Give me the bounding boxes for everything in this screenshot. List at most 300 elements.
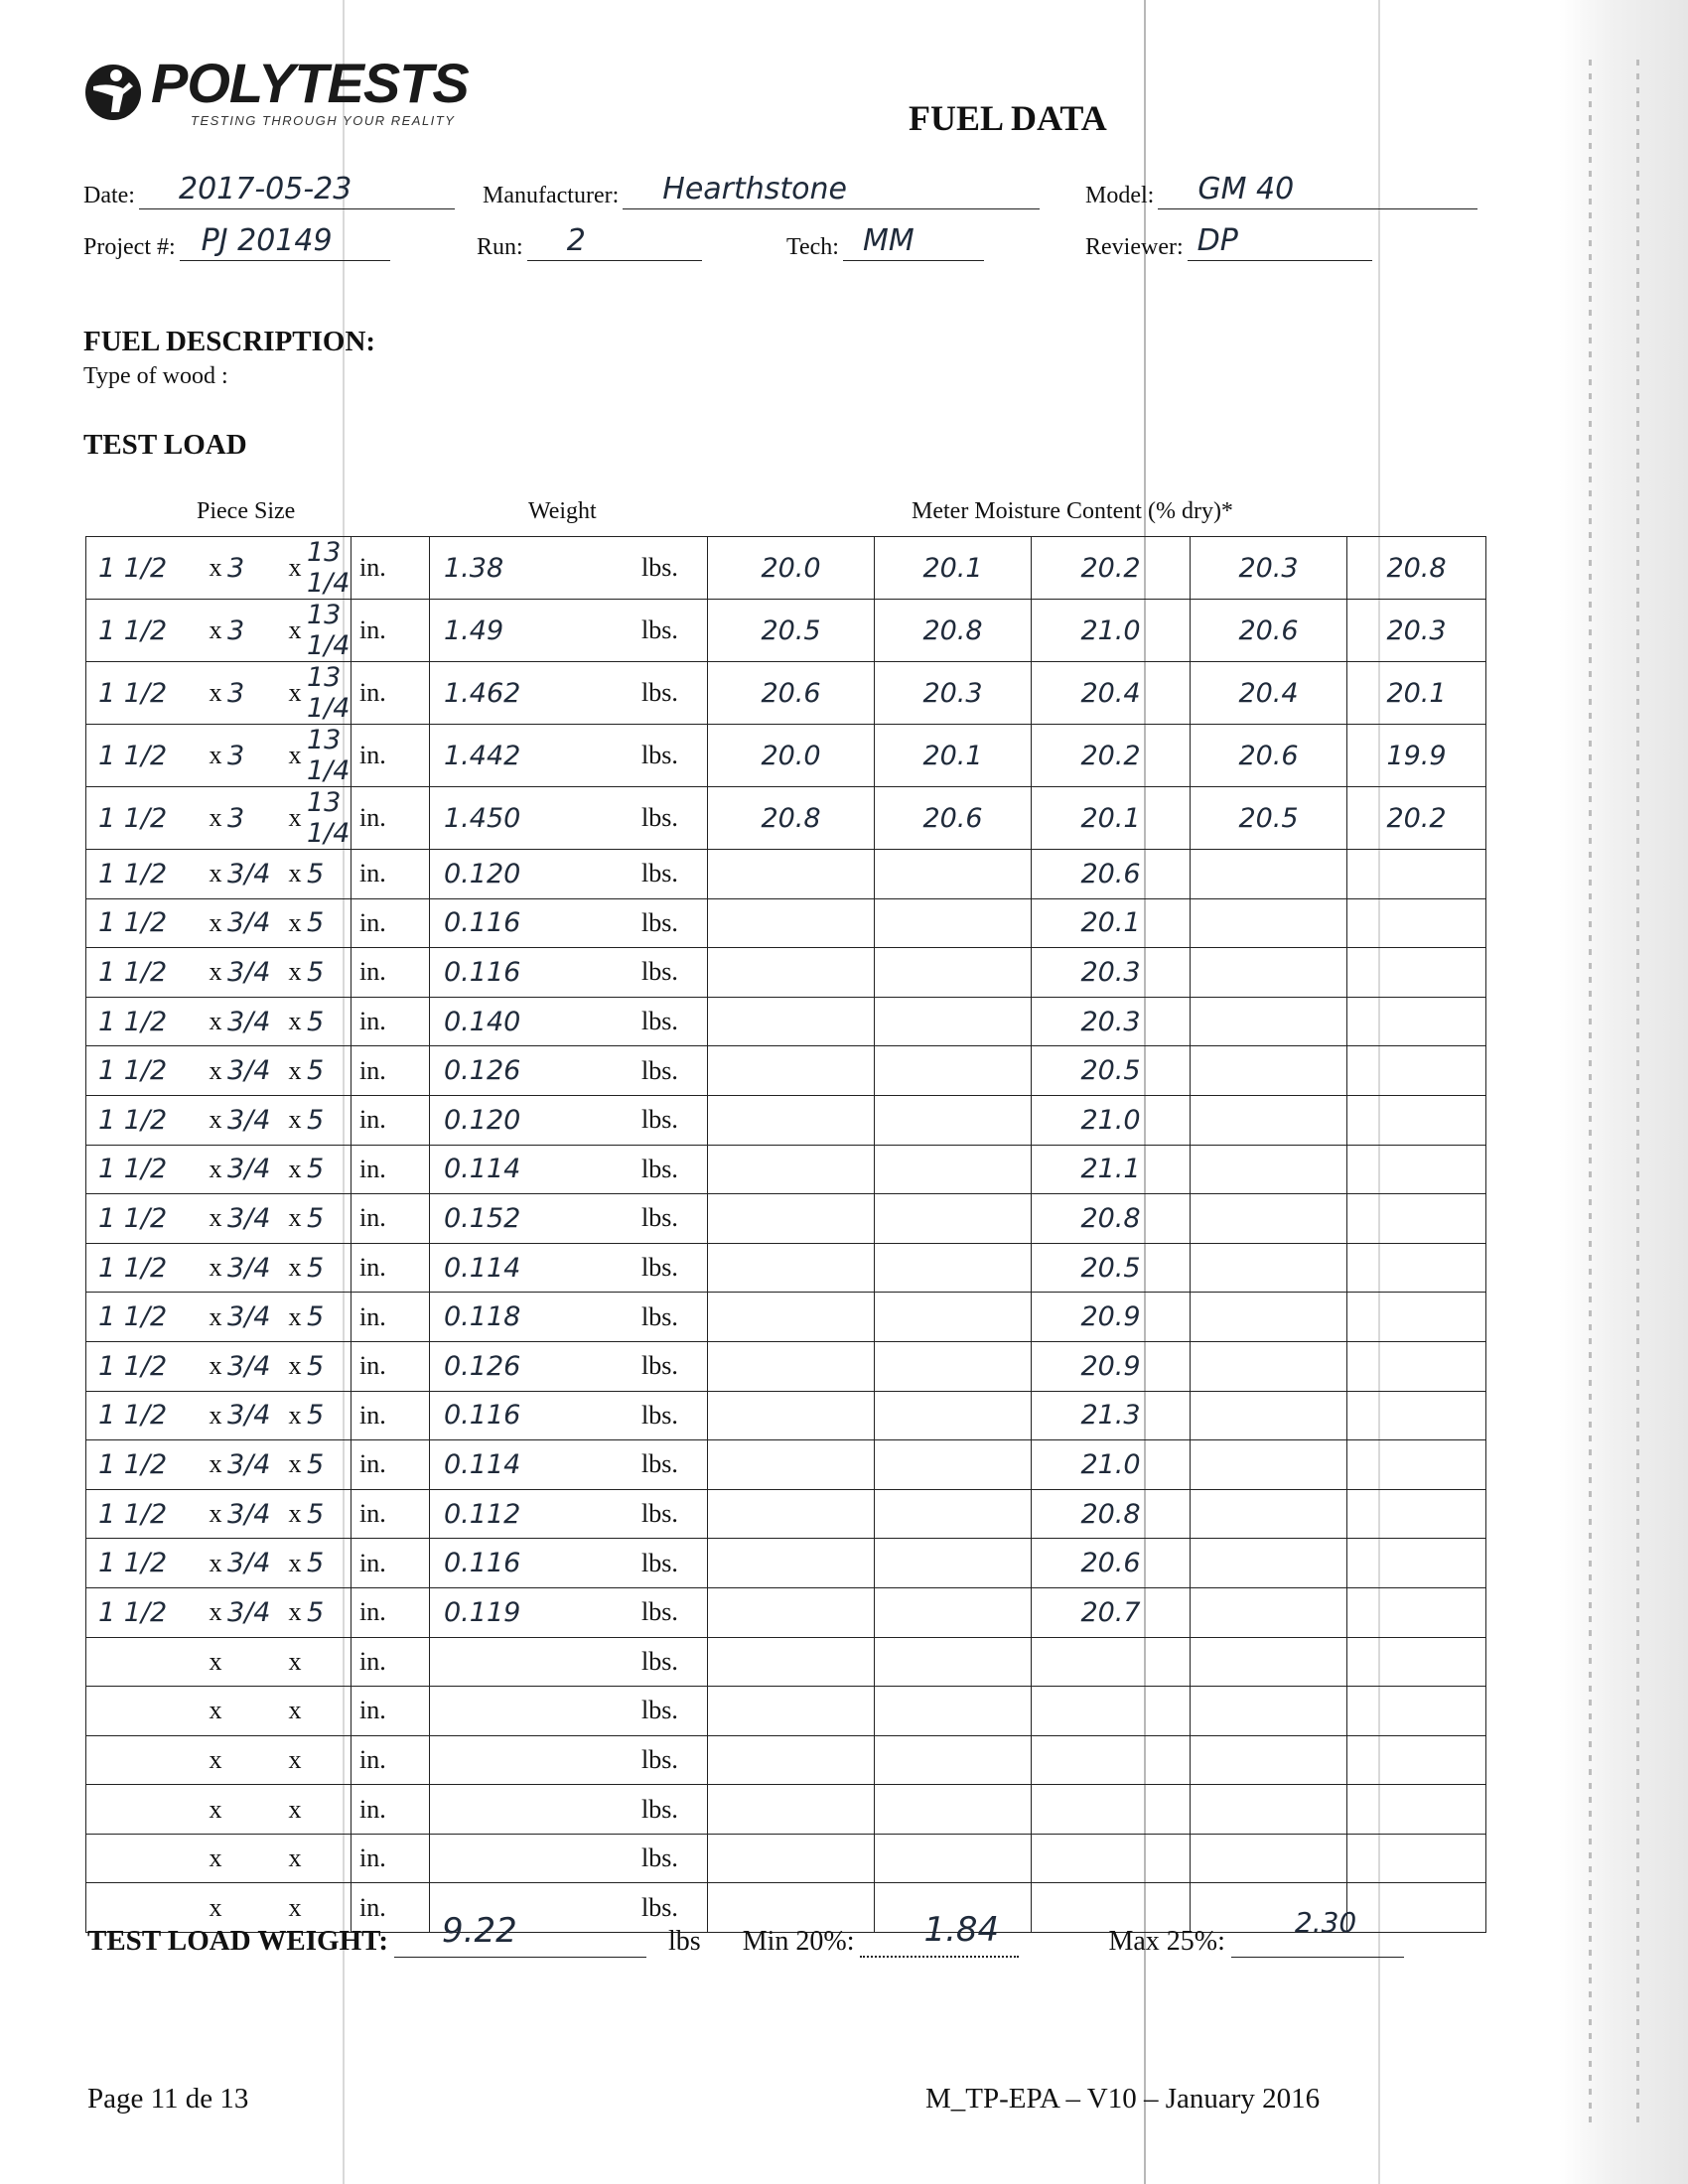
lbs-unit: lbs. — [641, 678, 678, 707]
lbs-unit: lbs. — [641, 1154, 678, 1183]
table-row — [86, 725, 1486, 787]
moisture-reading: 20.6 — [1080, 858, 1141, 889]
piece-width: 3 — [227, 552, 245, 584]
moisture-cell — [1191, 1834, 1347, 1883]
x-separator: x — [209, 1154, 222, 1183]
moisture-reading: 20.4 — [1238, 677, 1299, 709]
moisture-reading: 20.6 — [1238, 614, 1299, 646]
max-25-label: Max 25%: — [1108, 1926, 1225, 1957]
inch-unit: in. — [351, 1835, 386, 1883]
piece-weight: 1.462 — [444, 677, 521, 709]
lbs-unit: lbs. — [641, 1007, 678, 1036]
table-row — [86, 1440, 1486, 1490]
weight-cell — [430, 1587, 708, 1637]
x-separator: x — [209, 907, 222, 937]
date-field — [83, 172, 455, 209]
piece-size-cell — [86, 1587, 430, 1637]
moisture-cell — [708, 1243, 875, 1293]
document-reference: M_TP-EPA – V10 – January 2016 — [925, 2083, 1321, 2115]
piece-length: 5 — [307, 1350, 325, 1382]
weight-cell — [430, 1440, 708, 1490]
moisture-header: Meter Moisture Content (% dry)* — [912, 498, 1233, 524]
moisture-reading: 21.0 — [1080, 614, 1141, 646]
weight-cell — [430, 1637, 708, 1687]
moisture-reading: 20.3 — [1386, 614, 1447, 646]
x-separator: x — [288, 803, 302, 832]
moisture-cell — [1347, 1785, 1486, 1835]
test-load-weight-label: TEST LOAD WEIGHT: — [87, 1925, 388, 1957]
piece-length: 5 — [307, 1252, 325, 1284]
moisture-cell — [1032, 537, 1191, 600]
piece-thickness: 1 1/2 — [98, 1498, 168, 1530]
x-separator: x — [209, 1105, 222, 1135]
moisture-reading: 20.6 — [1238, 740, 1299, 771]
x-separator: x — [288, 615, 302, 644]
moisture-cell — [1347, 1539, 1486, 1588]
piece-width: 3/4 — [227, 1596, 271, 1628]
piece-thickness: 1 1/2 — [98, 740, 168, 771]
document-title: FUEL DATA — [909, 98, 1107, 138]
piece-weight: 0.114 — [444, 1154, 521, 1185]
moisture-cell — [1032, 1194, 1191, 1244]
moisture-cell — [1032, 1489, 1191, 1539]
inch-unit: in. — [351, 662, 386, 724]
moisture-cell — [1032, 725, 1191, 787]
piece-length: 5 — [307, 1400, 325, 1432]
inch-unit: in. — [351, 1194, 386, 1243]
min-20-label: Min 20%: — [742, 1926, 855, 1957]
moisture-cell — [1032, 1145, 1191, 1194]
lbs-unit: lbs. — [641, 1548, 678, 1577]
moisture-cell — [1347, 1834, 1486, 1883]
weight-cell — [430, 1243, 708, 1293]
lbs-unit: lbs. — [641, 1597, 678, 1627]
x-separator: x — [288, 1253, 302, 1283]
moisture-reading: 20.8 — [1080, 1202, 1141, 1234]
piece-size-cell — [86, 1735, 430, 1785]
piece-width: 3/4 — [227, 1498, 271, 1530]
moisture-reading: 20.0 — [761, 740, 821, 771]
lbs-unit: lbs. — [641, 615, 678, 644]
moisture-reading: 20.3 — [1238, 552, 1299, 584]
x-separator: x — [209, 1843, 222, 1873]
piece-thickness: 1 1/2 — [98, 802, 168, 834]
table-row — [86, 1834, 1486, 1883]
x-separator: x — [209, 1646, 222, 1676]
run-label: Run: — [477, 234, 523, 260]
moisture-reading: 20.7 — [1080, 1596, 1141, 1628]
moisture-cell — [1347, 1293, 1486, 1342]
moisture-cell — [1191, 1293, 1347, 1342]
model-value: GM 40 — [1197, 172, 1295, 206]
moisture-cell — [875, 537, 1032, 600]
moisture-cell — [875, 1293, 1032, 1342]
lbs-unit: lbs. — [641, 907, 678, 937]
inch-unit: in. — [351, 600, 386, 661]
piece-weight: 0.112 — [444, 1498, 521, 1530]
table-row — [86, 1391, 1486, 1440]
x-separator: x — [288, 859, 302, 888]
moisture-cell — [708, 1735, 875, 1785]
table-row — [86, 850, 1486, 899]
x-separator: x — [288, 957, 302, 987]
moisture-reading: 20.2 — [1080, 740, 1141, 771]
manufacturer-field — [483, 172, 1040, 209]
piece-size-cell — [86, 1785, 430, 1835]
polytests-logo-icon — [83, 63, 143, 122]
piece-size-cell — [86, 1046, 430, 1096]
table-row — [86, 1095, 1486, 1145]
project-field — [83, 223, 390, 261]
moisture-cell — [1191, 600, 1347, 662]
piece-length: 5 — [307, 1006, 325, 1037]
piece-weight: 0.140 — [444, 1006, 521, 1037]
piece-thickness: 1 1/2 — [98, 1104, 168, 1136]
piece-length: 13 1/4 — [307, 537, 351, 599]
piece-thickness: 1 1/2 — [98, 1055, 168, 1087]
table-row — [86, 1735, 1486, 1785]
piece-length: 5 — [307, 1104, 325, 1136]
manufacturer-label: Manufacturer: — [483, 183, 620, 208]
table-row — [86, 997, 1486, 1046]
test-load-weight-row — [87, 1906, 1404, 1958]
moisture-reading: 20.1 — [1080, 802, 1141, 834]
x-separator: x — [209, 1007, 222, 1036]
reviewer-label: Reviewer: — [1085, 234, 1184, 260]
inch-unit: in. — [351, 998, 386, 1046]
moisture-cell — [1191, 997, 1347, 1046]
moisture-cell — [1347, 600, 1486, 662]
piece-size-cell — [86, 1243, 430, 1293]
piece-length: 5 — [307, 1154, 325, 1185]
piece-length: 5 — [307, 956, 325, 988]
x-separator: x — [209, 1351, 222, 1381]
moisture-cell — [1191, 1046, 1347, 1096]
test-load-weight-unit: lbs — [668, 1926, 701, 1957]
moisture-cell — [875, 1834, 1032, 1883]
piece-length: 5 — [307, 1448, 325, 1480]
moisture-cell — [708, 1539, 875, 1588]
piece-weight: 1.442 — [444, 740, 521, 771]
moisture-reading: 20.8 — [922, 614, 983, 646]
moisture-cell — [1347, 1095, 1486, 1145]
piece-size-cell — [86, 725, 430, 787]
piece-weight: 0.114 — [444, 1448, 521, 1480]
weight-cell — [430, 898, 708, 948]
inch-unit: in. — [351, 1638, 386, 1687]
lbs-unit: lbs. — [641, 1794, 678, 1824]
weight-cell — [430, 787, 708, 850]
table-row — [86, 1489, 1486, 1539]
moisture-cell — [1032, 1341, 1191, 1391]
table-row — [86, 787, 1486, 850]
piece-length: 5 — [307, 1548, 325, 1579]
lbs-unit: lbs. — [641, 741, 678, 769]
table-row — [86, 1785, 1486, 1835]
x-separator: x — [288, 1055, 302, 1085]
moisture-reading: 21.1 — [1080, 1154, 1141, 1185]
piece-size-cell — [86, 1637, 430, 1687]
lbs-unit: lbs. — [641, 1499, 678, 1529]
weight-cell — [430, 1489, 708, 1539]
moisture-cell — [875, 1391, 1032, 1440]
piece-width: 3/4 — [227, 1006, 271, 1037]
moisture-cell — [875, 1489, 1032, 1539]
piece-size-cell — [86, 948, 430, 998]
moisture-cell — [1032, 850, 1191, 899]
min-20-value: 1.84 — [923, 1910, 1000, 1950]
fuel-description-heading: FUEL DESCRIPTION: — [83, 326, 376, 357]
moisture-cell — [875, 1785, 1032, 1835]
moisture-reading: 20.8 — [1080, 1498, 1141, 1530]
moisture-cell — [1032, 600, 1191, 662]
inch-unit: in. — [351, 1146, 386, 1194]
piece-size-cell — [86, 1440, 430, 1490]
piece-thickness: 1 1/2 — [98, 1448, 168, 1480]
moisture-cell — [1032, 1539, 1191, 1588]
moisture-cell — [1191, 1735, 1347, 1785]
lbs-unit: lbs. — [641, 553, 678, 582]
moisture-reading: 20.3 — [922, 677, 983, 709]
piece-thickness: 1 1/2 — [98, 1006, 168, 1037]
piece-width: 3/4 — [227, 1055, 271, 1087]
piece-width: 3 — [227, 802, 245, 834]
moisture-cell — [1032, 1243, 1191, 1293]
moisture-cell — [1191, 662, 1347, 725]
moisture-cell — [875, 725, 1032, 787]
piece-thickness: 1 1/2 — [98, 1252, 168, 1284]
moisture-reading: 20.9 — [1080, 1301, 1141, 1333]
inch-unit: in. — [351, 948, 386, 997]
x-separator: x — [209, 1253, 222, 1283]
table-row — [86, 1145, 1486, 1194]
piece-width: 3/4 — [227, 956, 271, 988]
moisture-cell — [1347, 1587, 1486, 1637]
x-separator: x — [209, 1744, 222, 1774]
inch-unit: in. — [351, 1736, 386, 1785]
moisture-cell — [708, 1341, 875, 1391]
date-value: 2017-05-23 — [178, 172, 352, 206]
moisture-cell — [1191, 1243, 1347, 1293]
test-load-weight-value: 9.22 — [442, 1911, 517, 1951]
moisture-cell — [1347, 1194, 1486, 1244]
x-separator: x — [288, 1203, 302, 1233]
piece-length: 5 — [307, 1301, 325, 1333]
inch-unit: in. — [351, 1539, 386, 1587]
x-separator: x — [209, 1696, 222, 1725]
moisture-cell — [875, 1243, 1032, 1293]
moisture-cell — [1347, 997, 1486, 1046]
x-separator: x — [209, 1449, 222, 1479]
moisture-reading: 20.2 — [1386, 802, 1447, 834]
table-row — [86, 1341, 1486, 1391]
piece-length: 5 — [307, 1202, 325, 1234]
moisture-cell — [1191, 1341, 1347, 1391]
x-separator: x — [209, 1548, 222, 1577]
piece-length: 13 1/4 — [307, 600, 351, 661]
logo-name: POLYTESTS — [151, 52, 469, 114]
piece-width: 3/4 — [227, 1400, 271, 1432]
moisture-reading: 20.1 — [922, 740, 983, 771]
x-separator: x — [209, 1499, 222, 1529]
piece-width: 3/4 — [227, 1104, 271, 1136]
piece-size-cell — [86, 787, 430, 850]
piece-size-cell — [86, 898, 430, 948]
weight-cell — [430, 1145, 708, 1194]
x-separator: x — [209, 741, 222, 769]
run-value: 2 — [566, 223, 586, 258]
moisture-cell — [1191, 1637, 1347, 1687]
piece-size-cell — [86, 1391, 430, 1440]
x-separator: x — [288, 1548, 302, 1577]
moisture-cell — [1032, 787, 1191, 850]
weight-cell — [430, 1194, 708, 1244]
moisture-reading: 20.0 — [761, 552, 821, 584]
moisture-cell — [708, 1834, 875, 1883]
moisture-cell — [1032, 1735, 1191, 1785]
moisture-cell — [875, 1687, 1032, 1736]
lbs-unit: lbs. — [641, 1105, 678, 1135]
moisture-cell — [708, 1194, 875, 1244]
moisture-cell — [875, 1046, 1032, 1096]
moisture-cell — [875, 997, 1032, 1046]
moisture-cell — [1347, 1391, 1486, 1440]
weight-cell — [430, 850, 708, 899]
moisture-reading: 20.8 — [761, 802, 821, 834]
table-row — [86, 948, 1486, 998]
moisture-cell — [708, 1489, 875, 1539]
weight-cell — [430, 1046, 708, 1096]
logo-tagline: TESTING THROUGH YOUR REALITY — [191, 113, 456, 128]
lbs-unit: lbs. — [641, 1203, 678, 1233]
piece-width: 3/4 — [227, 1154, 271, 1185]
test-load-heading: TEST LOAD — [83, 429, 247, 461]
moisture-reading: 21.0 — [1080, 1104, 1141, 1136]
page-number: Page 11 de 13 — [87, 2083, 249, 2115]
moisture-cell — [1032, 1440, 1191, 1490]
moisture-reading: 21.3 — [1080, 1400, 1141, 1432]
x-separator: x — [209, 859, 222, 888]
weight-cell — [430, 1391, 708, 1440]
moisture-cell — [708, 997, 875, 1046]
moisture-cell — [1191, 787, 1347, 850]
moisture-reading: 20.6 — [761, 677, 821, 709]
moisture-cell — [875, 787, 1032, 850]
piece-length: 13 1/4 — [307, 787, 351, 849]
moisture-reading: 20.5 — [1238, 802, 1299, 834]
piece-width: 3/4 — [227, 858, 271, 889]
moisture-cell — [708, 1391, 875, 1440]
piece-size-cell — [86, 850, 430, 899]
wood-type-label: Type of wood : — [83, 363, 228, 389]
moisture-cell — [1191, 1440, 1347, 1490]
x-separator: x — [288, 1843, 302, 1873]
lbs-unit: lbs. — [641, 859, 678, 888]
moisture-cell — [1032, 898, 1191, 948]
table-row — [86, 1046, 1486, 1096]
lbs-unit: lbs. — [641, 1400, 678, 1430]
moisture-cell — [1191, 1587, 1347, 1637]
moisture-cell — [1347, 1735, 1486, 1785]
moisture-reading: 20.3 — [1080, 956, 1141, 988]
x-separator: x — [209, 678, 222, 707]
lbs-unit: lbs. — [641, 1301, 678, 1331]
moisture-cell — [875, 1637, 1032, 1687]
piece-weight: 0.118 — [444, 1301, 521, 1333]
piece-thickness: 1 1/2 — [98, 1400, 168, 1432]
moisture-cell — [708, 1637, 875, 1687]
moisture-reading: 20.1 — [1386, 677, 1447, 709]
piece-length: 5 — [307, 1055, 325, 1087]
piece-size-cell — [86, 1145, 430, 1194]
moisture-cell — [1032, 1046, 1191, 1096]
x-separator: x — [288, 1892, 302, 1922]
lbs-unit: lbs. — [641, 1351, 678, 1381]
moisture-cell — [1032, 1785, 1191, 1835]
weight-cell — [430, 1735, 708, 1785]
x-separator: x — [288, 1794, 302, 1824]
piece-size-cell — [86, 1687, 430, 1736]
piece-size-cell — [86, 1539, 430, 1588]
moisture-cell — [1032, 1587, 1191, 1637]
piece-thickness: 1 1/2 — [98, 614, 168, 646]
table-row — [86, 1293, 1486, 1342]
tech-value: MM — [862, 223, 914, 258]
moisture-cell — [1347, 1243, 1486, 1293]
inch-unit: in. — [351, 899, 386, 948]
moisture-cell — [1032, 1293, 1191, 1342]
piece-size-cell — [86, 1095, 430, 1145]
x-separator: x — [209, 1055, 222, 1085]
x-separator: x — [288, 1154, 302, 1183]
x-separator: x — [209, 615, 222, 644]
moisture-cell — [1191, 1391, 1347, 1440]
weight-cell — [430, 1293, 708, 1342]
piece-width: 3/4 — [227, 1448, 271, 1480]
moisture-cell — [1347, 725, 1486, 787]
piece-size-cell — [86, 1834, 430, 1883]
inch-unit: in. — [351, 1293, 386, 1341]
piece-length: 13 1/4 — [307, 662, 351, 724]
piece-width: 3/4 — [227, 1548, 271, 1579]
piece-size-cell — [86, 1341, 430, 1391]
moisture-cell — [708, 1145, 875, 1194]
moisture-cell — [875, 1145, 1032, 1194]
inch-unit: in. — [351, 1883, 386, 1932]
moisture-cell — [1347, 850, 1486, 899]
inch-unit: in. — [351, 1392, 386, 1440]
piece-length: 13 1/4 — [307, 725, 351, 786]
moisture-cell — [1347, 1637, 1486, 1687]
weight-cell — [430, 1341, 708, 1391]
x-separator: x — [209, 1794, 222, 1824]
inch-unit: in. — [351, 1490, 386, 1539]
moisture-cell — [875, 1735, 1032, 1785]
moisture-cell — [1191, 1095, 1347, 1145]
moisture-cell — [1191, 1539, 1347, 1588]
moisture-cell — [1191, 1145, 1347, 1194]
piece-size-header: Piece Size — [197, 498, 296, 524]
table-row — [86, 1587, 1486, 1637]
inch-unit: in. — [351, 725, 386, 786]
table-row — [86, 600, 1486, 662]
piece-thickness: 1 1/2 — [98, 907, 168, 939]
moisture-cell — [875, 1095, 1032, 1145]
weight-cell — [430, 600, 708, 662]
weight-cell — [430, 1785, 708, 1835]
moisture-cell — [1032, 1834, 1191, 1883]
moisture-cell — [1032, 1637, 1191, 1687]
